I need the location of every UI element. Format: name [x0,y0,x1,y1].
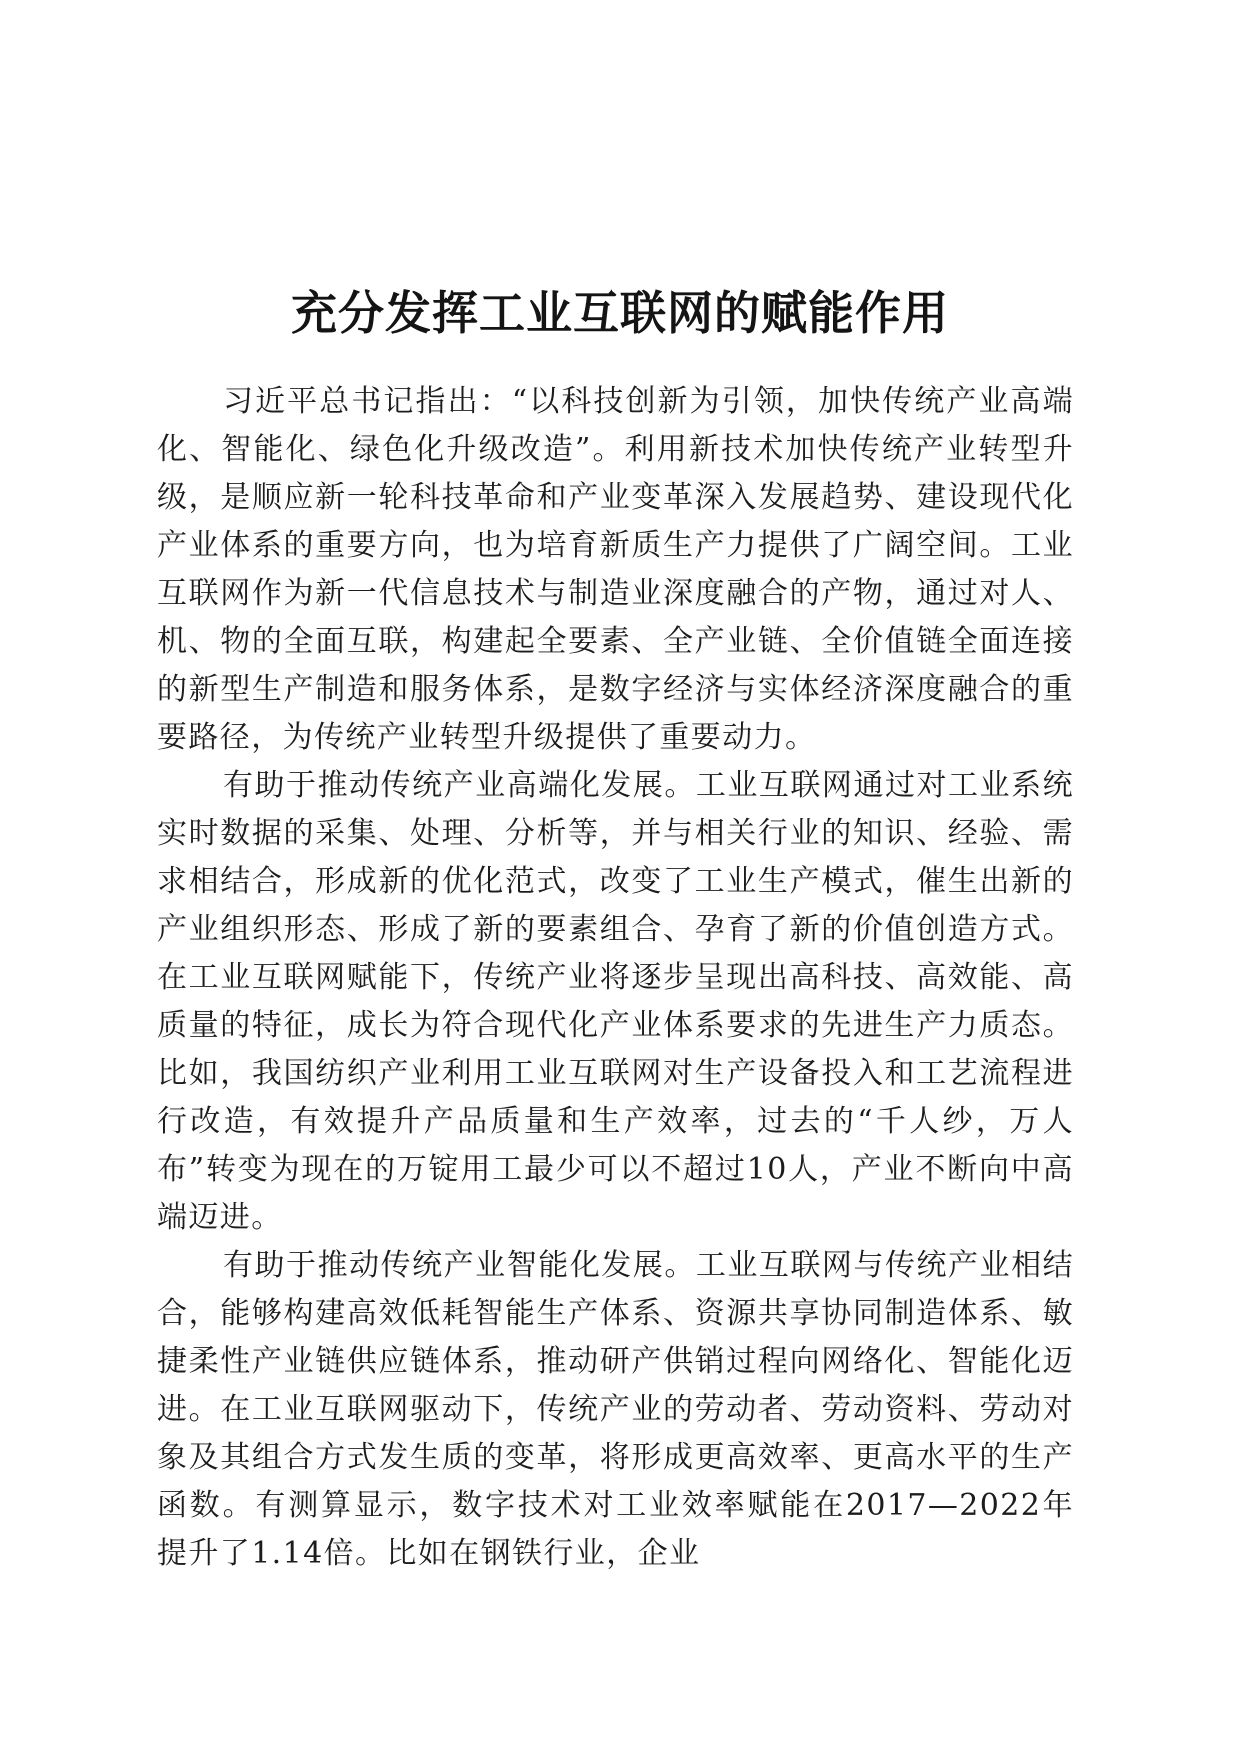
paragraph-high-end: 有助于推动传统产业高端化发展。工业互联网通过对工业系统实时数据的采集、处理、分析等，并与相关行业的知识、经验、需求相结合，形成新的优化范式，改变了工业生产模式，催生出新的产业组织形态、形成了新的要素组合、孕育了新的价值创造方式。在工业互联网赋能下，传统产业将逐步呈现出高科技、高效能、高质量的特征，成长为符合现代化产业体系要求的先进生产力质态。比如，我国纺织产业利用工业互联网对生产设备投入和工艺流程进行改造，有效提升产品质量和生产效率，过去的“千人纱，万人布”转变为现在的万锭用工最少可以不超过10人，产业不断向中高端迈进。 [157,768,1074,1235]
document-title: 充分发挥工业互联网的赋能作用 [291,285,949,340]
paragraph-intro: 习近平总书记指出：“以科技创新为引领，加快传统产业高端化、智能化、绿色化升级改造”。利用新技术加快传统产业转型升级，是顺应新一轮科技革命和产业变革深入发展趋势、建设现代化产业体系的重要方向，也为培育新质生产力提供了广阔空间。工业互联网作为新一代信息技术与制造业深度融合的产物，通过对人、机、物的全面互联，构建起全要素、全产业链、全价值链全面连接的新型生产制造和服务体系，是数字经济与实体经济深度融合的重要路径，为传统产业转型升级提供了重要动力。 [157,384,1074,755]
paragraph-intelligent: 有助于推动传统产业智能化发展。工业互联网与传统产业相结合，能够构建高效低耗智能生产体系、资源共享协同制造体系、敏捷柔性产业链供应链体系，推动研产供销过程向网络化、智能化迈进。在工业互联网驱动下，传统产业的劳动者、劳动资料、劳动对象及其组合方式发生质的变革，将形成更高效率、更高水平的生产函数。有测算显示，数字技术对工业效率赋能在2017—2022年提升了1.14倍。比如在钢铁行业，企业 [157,1248,1074,1571]
document-body [157,378,1074,1578]
